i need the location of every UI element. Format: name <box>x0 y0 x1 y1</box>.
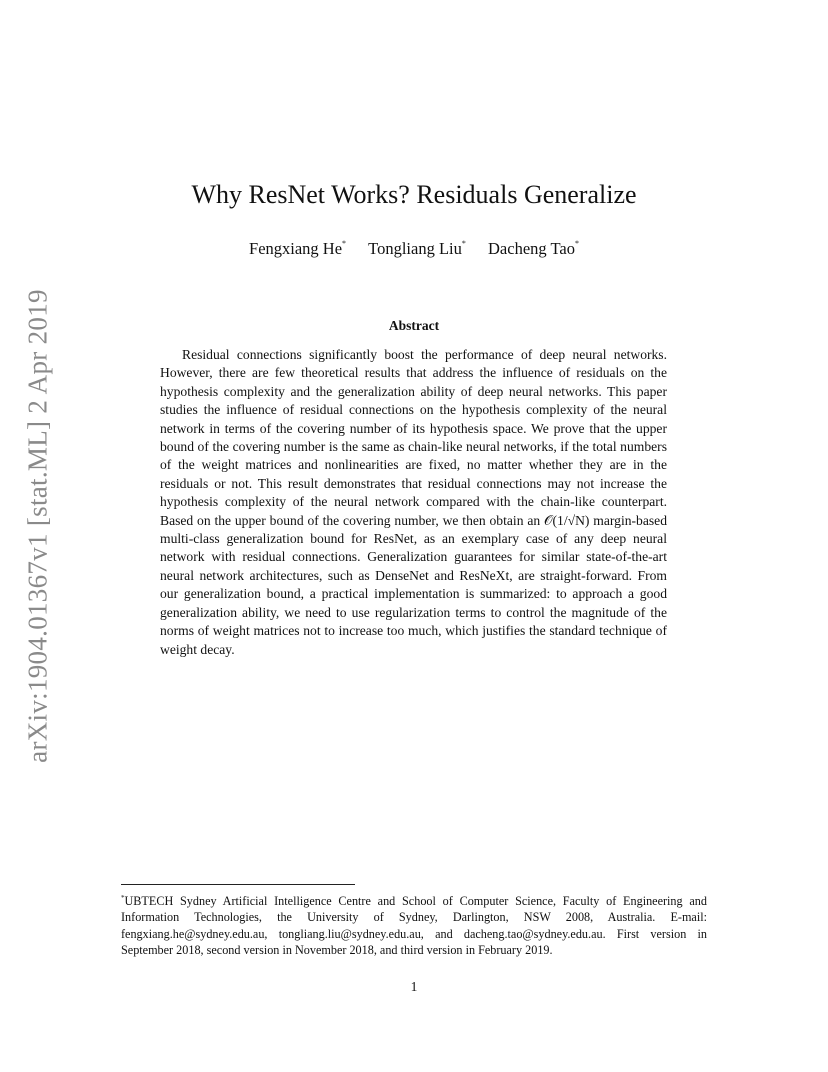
abstract-heading: Abstract <box>388 318 440 333</box>
author-name: Tongliang Liu <box>368 239 462 258</box>
author-list <box>0 239 828 259</box>
footnote-text: UBTECH Sydney Artificial Intelligence Centre and School of Computer Science, Faculty of Engineering and Information Technologies, the University of Sydney, Darlington, NSW 2008, Australia. E-mail: fengxiang.he@sydney.edu.au, tongliang.liu@sydney.edu.au, and dacheng.tao@sydney.edu.au. First version in September 2018, second version in November 2018, and third version in February 2019. <box>121 894 707 958</box>
page-number: 1 <box>410 979 418 994</box>
author-affiliation-mark: * <box>342 238 347 248</box>
footnote <box>121 890 707 959</box>
author-name: Dacheng Tao <box>488 239 575 258</box>
arxiv-side-identifier: arXiv:1904.01367v1 [stat.ML] 2 Apr 2019 <box>22 289 53 763</box>
author-1 <box>249 239 346 259</box>
abstract-body: Residual connections significantly boost the performance of deep neural networks. However, there are few theoretical results that address the influence of residuals on the hypothesis complexity and the generalization ability of deep neural networks. This paper studies the influence of residual connections on the hypothesis complexity of the neural network in terms of the covering number of its hypothesis space. We prove that the upper bound of the covering number is the same as chain-like neural networks, if the total numbers of the weight matrices and nonlinearities are fixed, no matter whether they are in the residuals or not. This result demonstrates that residual connections may not increase the hypothesis complexity of the neural network compared with the chain-like counterpart. Based on the upper bound of the covering number, we then obtain an 𝒪(1/√N) margin-based multi-class generalization bound for ResNet, as an exemplary case of any deep neural network with residual connections. Generalization guarantees for similar state-of-the-art neural network architectures, such as DenseNet and ResNeXt, are straight-forward. From our generalization bound, a practical implementation is summarized: to approach a good generalization ability, we need to use regularization terms to control the magnitude of the norms of weight matrices not to increase too much, which justifies the standard technique of weight decay. <box>160 347 667 657</box>
author-affiliation-mark: * <box>574 238 579 248</box>
footnote-divider <box>121 884 355 885</box>
author-name: Fengxiang He <box>249 239 343 258</box>
author-3 <box>488 239 579 259</box>
author-2 <box>368 239 466 259</box>
footnote-mark: * <box>121 894 125 902</box>
paper-title: Why ResNet Works? Residuals Generalize <box>191 180 637 209</box>
author-affiliation-mark: * <box>461 238 466 248</box>
